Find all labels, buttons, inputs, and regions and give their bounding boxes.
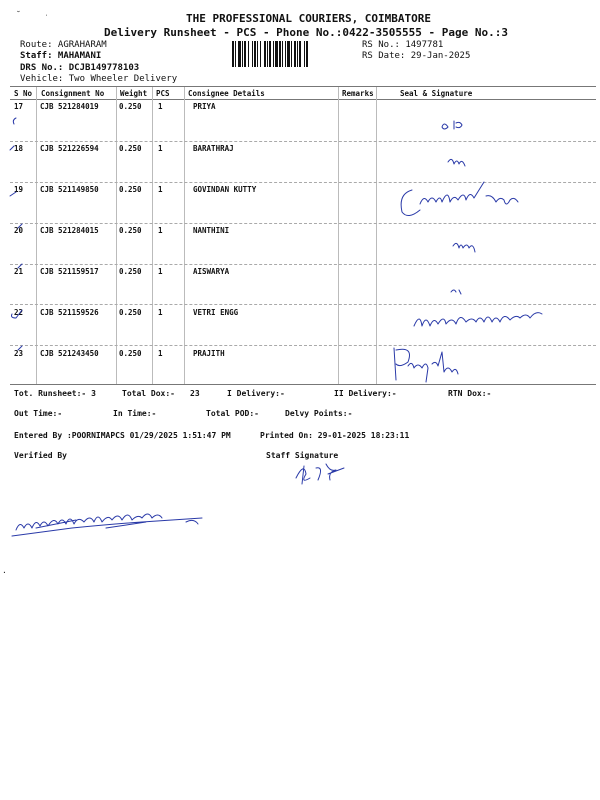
row-consignee: PRIYA — [193, 102, 216, 111]
printed-on: Printed On: 29-01-2025 18:23:11 — [260, 431, 410, 440]
delvy-points: Delvy Points:- — [285, 409, 353, 418]
entered-by: Entered By :POORNIMAPCS 01/29/2025 1:51:47 PM — [14, 431, 231, 440]
tick-marks — [8, 100, 32, 380]
col-header-consignment: Consignment No — [41, 89, 105, 98]
total-pod: Total POD:- — [206, 409, 259, 418]
row-consignee: BARATHRAJ — [193, 144, 234, 153]
signature-row-18 — [440, 154, 480, 170]
col-header-sno: S No — [14, 89, 33, 98]
row-consignment: CJB 521284015 — [40, 226, 99, 235]
row-consignee: VETRI ENGG — [193, 308, 239, 317]
row-rule — [10, 141, 596, 142]
total-dox-label: Total Dox:- — [122, 389, 175, 398]
row-consignment: CJB 521159517 — [40, 267, 99, 276]
row-consignee: PRAJITH — [193, 349, 225, 358]
row-pcs: 1 — [158, 102, 163, 111]
col-divider — [36, 87, 37, 385]
row-rule — [10, 304, 596, 305]
row-consignment: CJB 521149850 — [40, 185, 99, 194]
barcode — [232, 41, 350, 67]
row-weight: 0.250 — [119, 349, 142, 358]
row-weight: 0.250 — [119, 185, 142, 194]
row-consignment: CJB 521243450 — [40, 349, 99, 358]
scan-mark: ˘ — [16, 10, 21, 19]
verified-by: Verified By — [14, 451, 67, 460]
row-consignee: AISWARYA — [193, 267, 230, 276]
row-consignment: CJB 521284019 — [40, 102, 99, 111]
i-delivery: I Delivery:- — [227, 389, 285, 398]
signature-row-20 — [445, 236, 485, 256]
row-weight: 0.250 — [119, 267, 142, 276]
row-weight: 0.250 — [119, 308, 142, 317]
col-header-pcs: PCS — [156, 89, 170, 98]
out-time: Out Time:- — [14, 409, 63, 418]
table-top-rule — [10, 86, 596, 87]
signature-row-19 — [398, 182, 528, 224]
col-divider — [116, 87, 117, 385]
signature-row-17 — [420, 115, 480, 135]
row-sno: 18 — [14, 144, 24, 153]
row-sno: 23 — [14, 349, 24, 358]
in-time: In Time:- — [113, 409, 157, 418]
row-sno: 22 — [14, 308, 24, 317]
col-divider — [338, 87, 339, 385]
ii-delivery: II Delivery:- — [334, 389, 397, 398]
staff-signature — [290, 458, 360, 488]
row-rule — [10, 264, 596, 265]
row-sno: 17 — [14, 102, 24, 111]
rs-number: RS No.: 1497781 — [362, 40, 444, 50]
row-pcs: 1 — [158, 226, 163, 235]
col-header-remarks: Remarks — [342, 89, 374, 98]
signature-row-23 — [384, 344, 474, 384]
table-bottom-rule — [10, 384, 596, 385]
row-consignment: CJB 521159526 — [40, 308, 99, 317]
vehicle-label: Vehicle: Two Wheeler Delivery — [20, 74, 178, 84]
runsheet-subtitle: Delivery Runsheet - PCS - Phone No.:0422-3505555 - Page No.:3 — [104, 26, 508, 39]
row-weight: 0.250 — [119, 226, 142, 235]
company-title: THE PROFESSIONAL COURIERS, COIMBATORE — [186, 12, 432, 25]
row-pcs: 1 — [158, 349, 163, 358]
row-sno: 20 — [14, 226, 24, 235]
scan-mark: · — [2, 568, 7, 577]
staff-signature-label: Staff Signature — [266, 451, 339, 460]
col-divider — [184, 87, 185, 385]
rtn-dox: RTN Dox:- — [448, 389, 492, 398]
row-pcs: 1 — [158, 267, 163, 276]
row-consignee: NANTHINI — [193, 226, 230, 235]
table-header-rule — [10, 99, 596, 100]
row-pcs: 1 — [158, 144, 163, 153]
col-header-weight: Weight — [120, 89, 148, 98]
drs-number: DRS No.: DCJB149778103 — [20, 63, 140, 73]
tot-runsheet: Tot. Runsheet:- 3 — [14, 389, 96, 398]
row-sno: 19 — [14, 185, 24, 194]
route-label: Route: AGRAHARAM — [20, 40, 107, 50]
row-consignment: CJB 521226594 — [40, 144, 99, 153]
staff-label: Staff: MAHAMANI — [20, 51, 102, 61]
total-dox-value: 23 — [190, 389, 200, 398]
row-pcs: 1 — [158, 185, 163, 194]
barcode-bar — [308, 41, 309, 67]
col-divider — [376, 87, 377, 385]
scan-mark: ˙ — [44, 14, 49, 23]
col-header-consignee: Consignee Details — [188, 89, 265, 98]
col-header-seal: Seal & Signature — [400, 89, 473, 98]
row-consignee: GOVINDAN KUTTY — [193, 185, 257, 194]
signature-row-22 — [408, 306, 548, 336]
row-weight: 0.250 — [119, 102, 142, 111]
rs-date: RS Date: 29-Jan-2025 — [362, 51, 471, 61]
col-divider — [152, 87, 153, 385]
scribbled-text — [6, 508, 216, 542]
signature-row-21 — [445, 284, 475, 298]
row-rule — [10, 345, 596, 346]
row-sno: 21 — [14, 267, 24, 276]
row-weight: 0.250 — [119, 144, 142, 153]
row-pcs: 1 — [158, 308, 163, 317]
